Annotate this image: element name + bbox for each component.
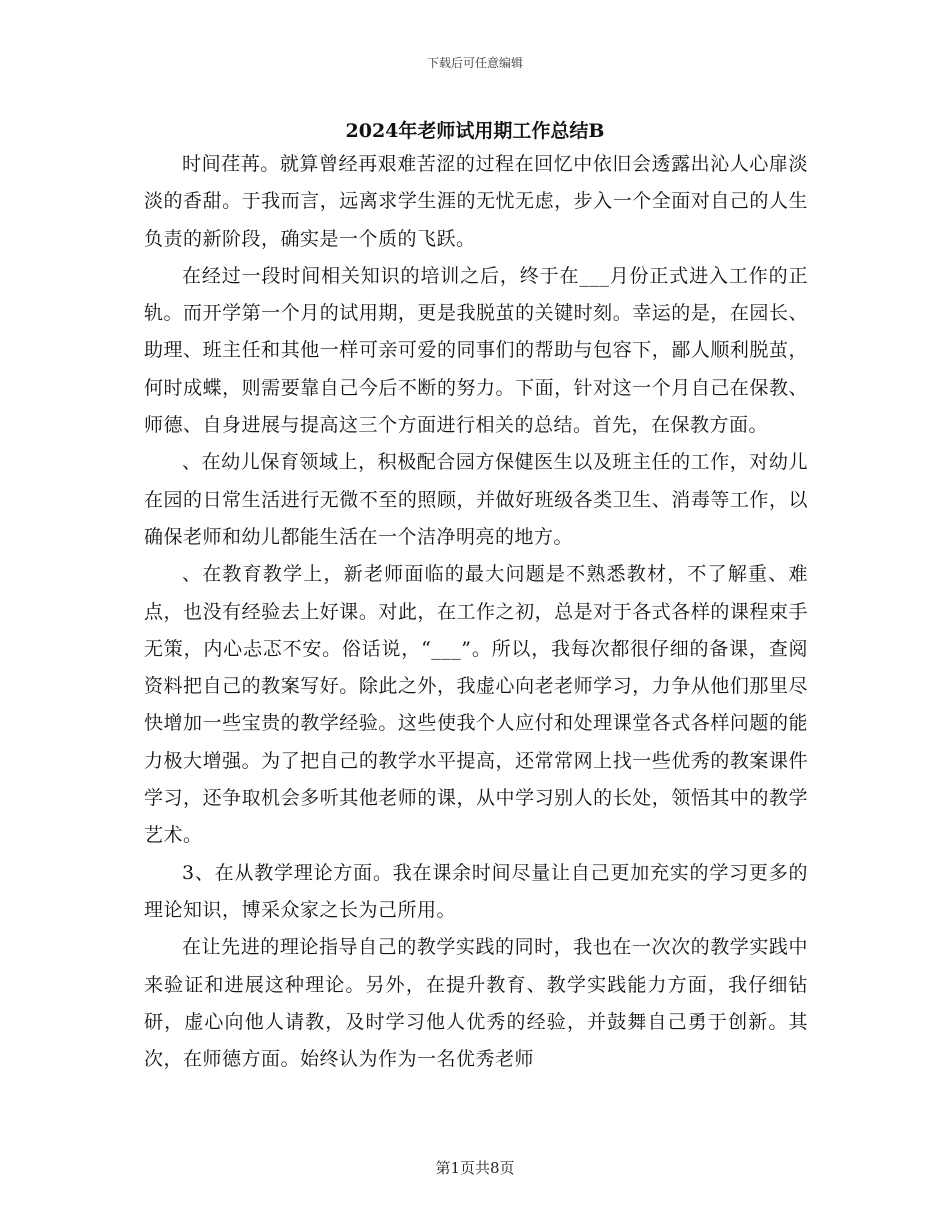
paragraph: 、在幼儿保育领域上，积极配合园方保健医生以及班主任的工作，对幼儿在园的日常生活进行无微不至的照顾，并做好班级各类卫生、消毒等工作，以确保老师和幼儿都能生活在一个洁净明亮的地方。 (144, 451, 808, 548)
paragraph: 3、在从教学理论方面。我在课余时间尽量让自己更加充实的学习更多的理论知识，博采众家之长为己所用。 (144, 861, 808, 921)
paragraph: 时间荏苒。就算曾经再艰难苦涩的过程在回忆中依旧会透露出沁人心扉淡淡的香甜。于我而言，远离求学生涯的无忧无虑，步入一个全面对自己的人生负责的新阶段，确实是一个质的飞跃。 (144, 153, 808, 250)
document-body (144, 146, 808, 1078)
header-note: 下载后可任意编辑 (426, 56, 523, 70)
paragraph: 在让先进的理论指导自己的教学实践的同时，我也在一次次的教学实践中来验证和进展这种理论。另外，在提升教育、教学实践能力方面，我仔细钻研，虚心向他人请教，及时学习他人优秀的经验，并鼓舞自己勇于创新。其次，在师德方面。始终认为作为一名优秀老师 (144, 936, 808, 1071)
paragraph: 、在教育教学上，新老师面临的最大问题是不熟悉教材，不了解重、难点，也没有经验去上好课。对此，在工作之初，总是对于各式各样的课程束手无策，内心忐忑不安。俗话说，“___”。所以，我每次都很仔细的备课，查阅资料把自己的教案写好。除此之外，我虚心向老老师学习，力争从他们那里尽快增加一些宝贵的教学经验。这些使我个人应付和处理课堂各式各样问题的能力极大增强。为了把自己的教学水平提高，还常常网上找一些优秀的教案课件学习，还争取机会多听其他老师的课，从中学习别人的长处，领悟其中的教学艺术。 (144, 563, 808, 847)
paragraph: 在经过一段时间相关知识的培训之后，终于在___月份正式进入工作的正轨。而开学第一个月的试用期，更是我脱茧的关键时刻。幸运的是，在园长、助理、班主任和其他一样可亲可爱的同事们的帮助与包容下，鄙人顺利脱茧，何时成蝶，则需要靠自己今后不断的努力。下面，针对这一个月自己在保教、师德、自身进展与提高这三个方面进行相关的总结。首先，在保教方面。 (144, 264, 808, 437)
page-number-footer: 第1页共8页 (435, 1159, 515, 1177)
document-title: 2024年老师试用期工作总结B (345, 120, 605, 142)
